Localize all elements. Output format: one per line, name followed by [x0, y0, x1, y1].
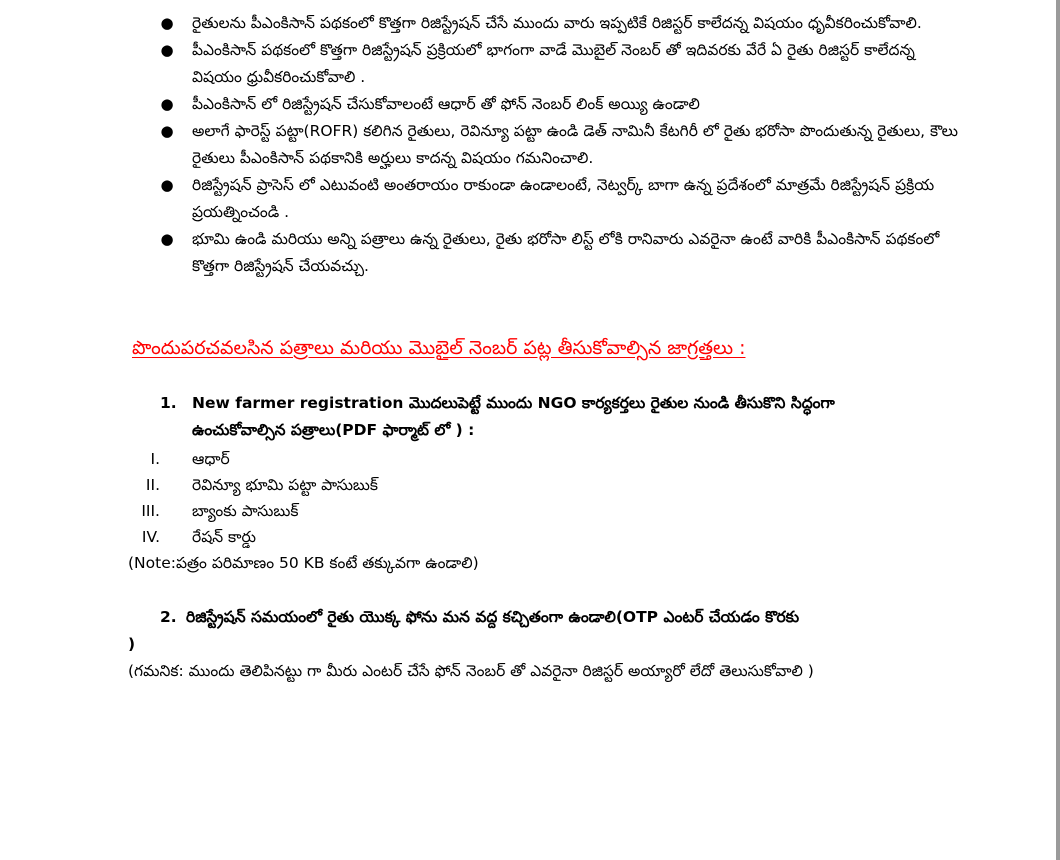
step-text-continuation: ): [128, 635, 136, 653]
document-item-number: I.: [150, 450, 160, 468]
bullet-dot-icon: ●: [160, 176, 174, 194]
document-item-number: IV.: [141, 528, 160, 546]
document-item-label: ఆధార్: [192, 450, 230, 468]
phone-note: (గమనిక: ముందు తెలిపినట్టు గా మీరు ఎంటర్ చేసే ఫోన్ నెంబర్ తో ఎవరైనా రిజిస్టర్ అయ్యారో లేదో తెలుసుకోవాలి ): [128, 662, 814, 680]
bullet-item: [160, 91, 960, 118]
bullet-dot-icon: ●: [160, 230, 174, 248]
document-item-label: రేషన్ కార్డు: [192, 528, 257, 546]
bullet-item: [160, 226, 960, 280]
document-item-label: రెవిన్యూ భూమి పట్టా పాసుబుక్: [192, 476, 379, 494]
document-item-label: బ్యాంకు పాసుబుక్: [192, 502, 299, 520]
bullet-text: రైతులను పీఎంకిసాన్ పథకంలో కొత్తగా రిజిస్ట్రేషన్ చేసే ముందు వారు ఇప్పటికే రిజిస్టర్ కాలేదన్న విషయం ధృవీకరించుకోవాలి.: [192, 14, 922, 32]
document-item: [0, 498, 1060, 524]
bullet-dot-icon: ●: [160, 95, 174, 113]
document-item: [0, 524, 1060, 550]
bullet-dot-icon: ●: [160, 122, 174, 140]
bullet-item: [160, 37, 960, 91]
step-number: 2.: [160, 608, 177, 626]
step-text: New farmer registration మొదలుపెట్టే ముందు NGO కార్యకర్తలు రైతుల నుండి తీసుకొని సిద్ధంగా ఉంచుకోవాల్సిన పత్రాలు(PDF ఫార్మాట్ లో ) :: [192, 394, 835, 439]
instructions-bullet-list: [160, 10, 960, 280]
bullet-dot-icon: ●: [160, 14, 174, 32]
document-item: [0, 446, 1060, 472]
page-edge-divider: [1056, 0, 1060, 860]
bullet-text: పీఎంకిసాన్ లో రిజిస్ట్రేషన్ చేసుకోవాలంటే ఆధార్ తో ఫోన్ నెంబర్ లింక్ అయ్యి ఉండాలి: [192, 95, 700, 113]
step-text: రిజిస్ట్రేషన్ సమయంలో రైతు యొక్క ఫోను మన వద్ద కచ్చితంగా ఉండాలి(OTP ఎంటర్ చేయడం కొరకు: [186, 608, 800, 626]
bullet-item: [160, 118, 960, 172]
section-heading: పొందుపరచవలసిన పత్రాలు మరియు మొబైల్ నెంబర్ పట్ల తీసుకోవాల్సిన జాగ్రత్తలు :: [132, 337, 746, 359]
bullet-item: [160, 172, 960, 226]
step-number: 1.: [160, 394, 177, 412]
bullet-text: పీఎంకిసాన్ పథకంలో కొత్తగా రిజిస్ట్రేషన్ ప్రక్రియలో భాగంగా వాడే మొబైల్ నెంబర్ తో ఇదివరకు వేరే ఏ రైతు రిజిస్టర్ కాలేదన్న విషయం ధ్రువీకరించుకోవాలి .: [192, 41, 915, 86]
step-2: [0, 604, 1060, 660]
bullet-item: [160, 10, 960, 37]
bullet-text: భూమి ఉండి మరియు అన్ని పత్రాలు ఉన్న రైతులు, రైతు భరోసా లిస్ట్ లోకి రానివారు ఎవరైనా ఉంటే వారికి పీఎంకిసాన్ పథకంలో కొత్తగా రిజిస్ట్రేషన్ చేయవచ్చు.: [192, 230, 940, 275]
size-note: (Note:పత్రం పరిమాణం 50 KB కంటే తక్కువగా ఉండాలి): [128, 554, 479, 572]
document-item-number: III.: [141, 502, 160, 520]
bullet-text: రిజిస్ట్రేషన్ ప్రాసెస్ లో ఎటువంటి అంతరాయం రాకుండా ఉండాలంటే, నెట్వర్క్ బాగా ఉన్న ప్రదేశంలో మాత్రమే రిజిస్ట్రేషన్ ప్రక్రియ ప్రయత్నించండి .: [192, 176, 935, 221]
bullet-text: అలాగే ఫారెస్ట్ పట్టా(ROFR) కలిగిన రైతులు, రెవిన్యూ పట్టా ఉండి డెత్ నామినీ కేటగిరీ లో రైతు భరోసా పొందుతున్న రైతులు, కౌలు రైతులు పీఎంకిసాన్ పథకానికి అర్హులు కాదన్న విషయం గమనించాలి.: [192, 122, 958, 167]
step-1: [0, 390, 1060, 446]
document-item: [0, 472, 1060, 498]
document-item-number: II.: [145, 476, 160, 494]
bullet-dot-icon: ●: [160, 41, 174, 59]
